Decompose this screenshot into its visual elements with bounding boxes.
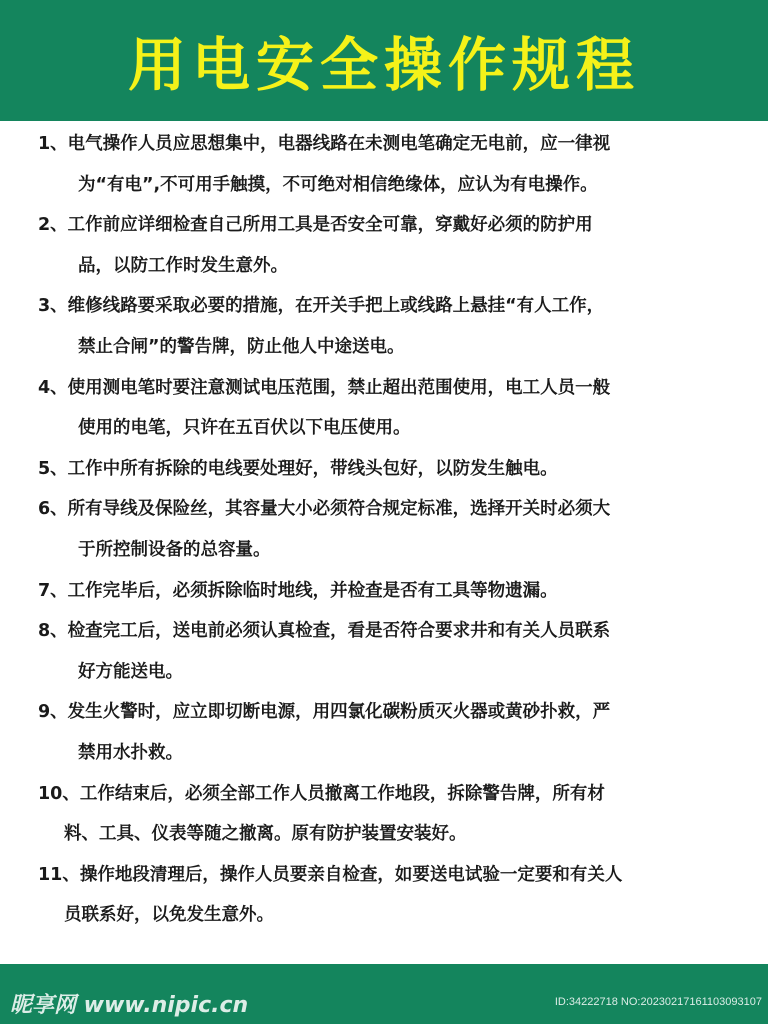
rule-1-line-1: 1、电气操作人员应思想集中，电器线路在未测电笔确定无电前，应一律视 (38, 134, 611, 154)
rule-11-line-2: 员联系好，以免发生意外。 (64, 905, 274, 926)
rule-8-line-2: 好方能送电。 (78, 661, 183, 682)
rule-3-line-2: 禁止合闸”的警告牌，防止他人中途送电。 (78, 336, 405, 357)
rule-9-line-2: 禁用水扑救。 (78, 742, 183, 763)
rule-10-line-1: 10、工作结束后，必须全部工作人员撤离工作地段，拆除警告牌，所有材 (38, 783, 605, 804)
rule-item-3 (38, 286, 738, 367)
rule-item-7 (38, 571, 738, 612)
watermark-logo: 昵享网 www.nipic.cn (10, 993, 249, 1018)
rule-4-line-2: 使用的电笔，只许在五百伏以下电压使用。 (78, 418, 411, 439)
rule-item-4 (38, 368, 738, 449)
rule-item-2 (38, 205, 738, 286)
rule-4-line-1: 4、使用测电笔时要注意测试电压范围，禁止超出范围使用，电工人员一般 (38, 377, 611, 398)
rule-5-line-1: 5、工作中所有拆除的电线要处理好，带线头包好，以防发生触电。 (38, 458, 558, 479)
watermark-id: ID:34222718 NO:20230217161103093107 (554, 996, 762, 1008)
page-title: 用电安全操作规程 (127, 30, 640, 99)
rule-item-1 (38, 124, 738, 205)
header-banner (0, 0, 768, 121)
rule-7-line-1: 7、工作完毕后，必须拆除临时地线，并检查是否有工具等物遗漏。 (38, 580, 558, 601)
rules-list (38, 124, 738, 936)
rule-item-11 (38, 855, 738, 936)
rule-2-line-2: 品，以防工作时发生意外。 (78, 255, 288, 276)
rule-6-line-2: 于所控制设备的总容量。 (78, 539, 271, 560)
rule-9-line-1: 9、发生火警时，应立即切断电源，用四氯化碳粉质灭火器或黄砂扑救，严 (38, 702, 611, 723)
rule-2-line-1: 2、工作前应详细检查自己所用工具是否安全可靠，穿戴好必须的防护用 (38, 215, 593, 236)
rule-3-line-1: 3、维修线路要采取必要的措施，在开关手把上或线路上悬挂“有人工作， (38, 296, 605, 317)
rule-item-6 (38, 489, 738, 570)
rule-item-9 (38, 692, 738, 773)
rule-8-line-1: 8、检查完工后，送电前必须认真检查，看是否符合要求井和有关人员联系 (38, 621, 611, 642)
rule-6-line-1: 6、所有导线及保险丝，其容量大小必须符合规定标准，选择开关时必须大 (38, 499, 611, 520)
rule-11-line-1: 11、操作地段清理后，操作人员要亲自检查，如要送电试验一定要和有关人 (38, 864, 623, 885)
rule-10-line-2: 料、工具、仪表等随之撤离。原有防护装置安装好。 (64, 824, 467, 845)
rule-1-line-2: 为“有电”,不可用手触摸，不可绝对相信绝缘体，应认为有电操作。 (78, 174, 598, 195)
rule-item-5 (38, 449, 738, 490)
rule-item-8 (38, 611, 738, 692)
rule-item-10 (38, 774, 738, 855)
